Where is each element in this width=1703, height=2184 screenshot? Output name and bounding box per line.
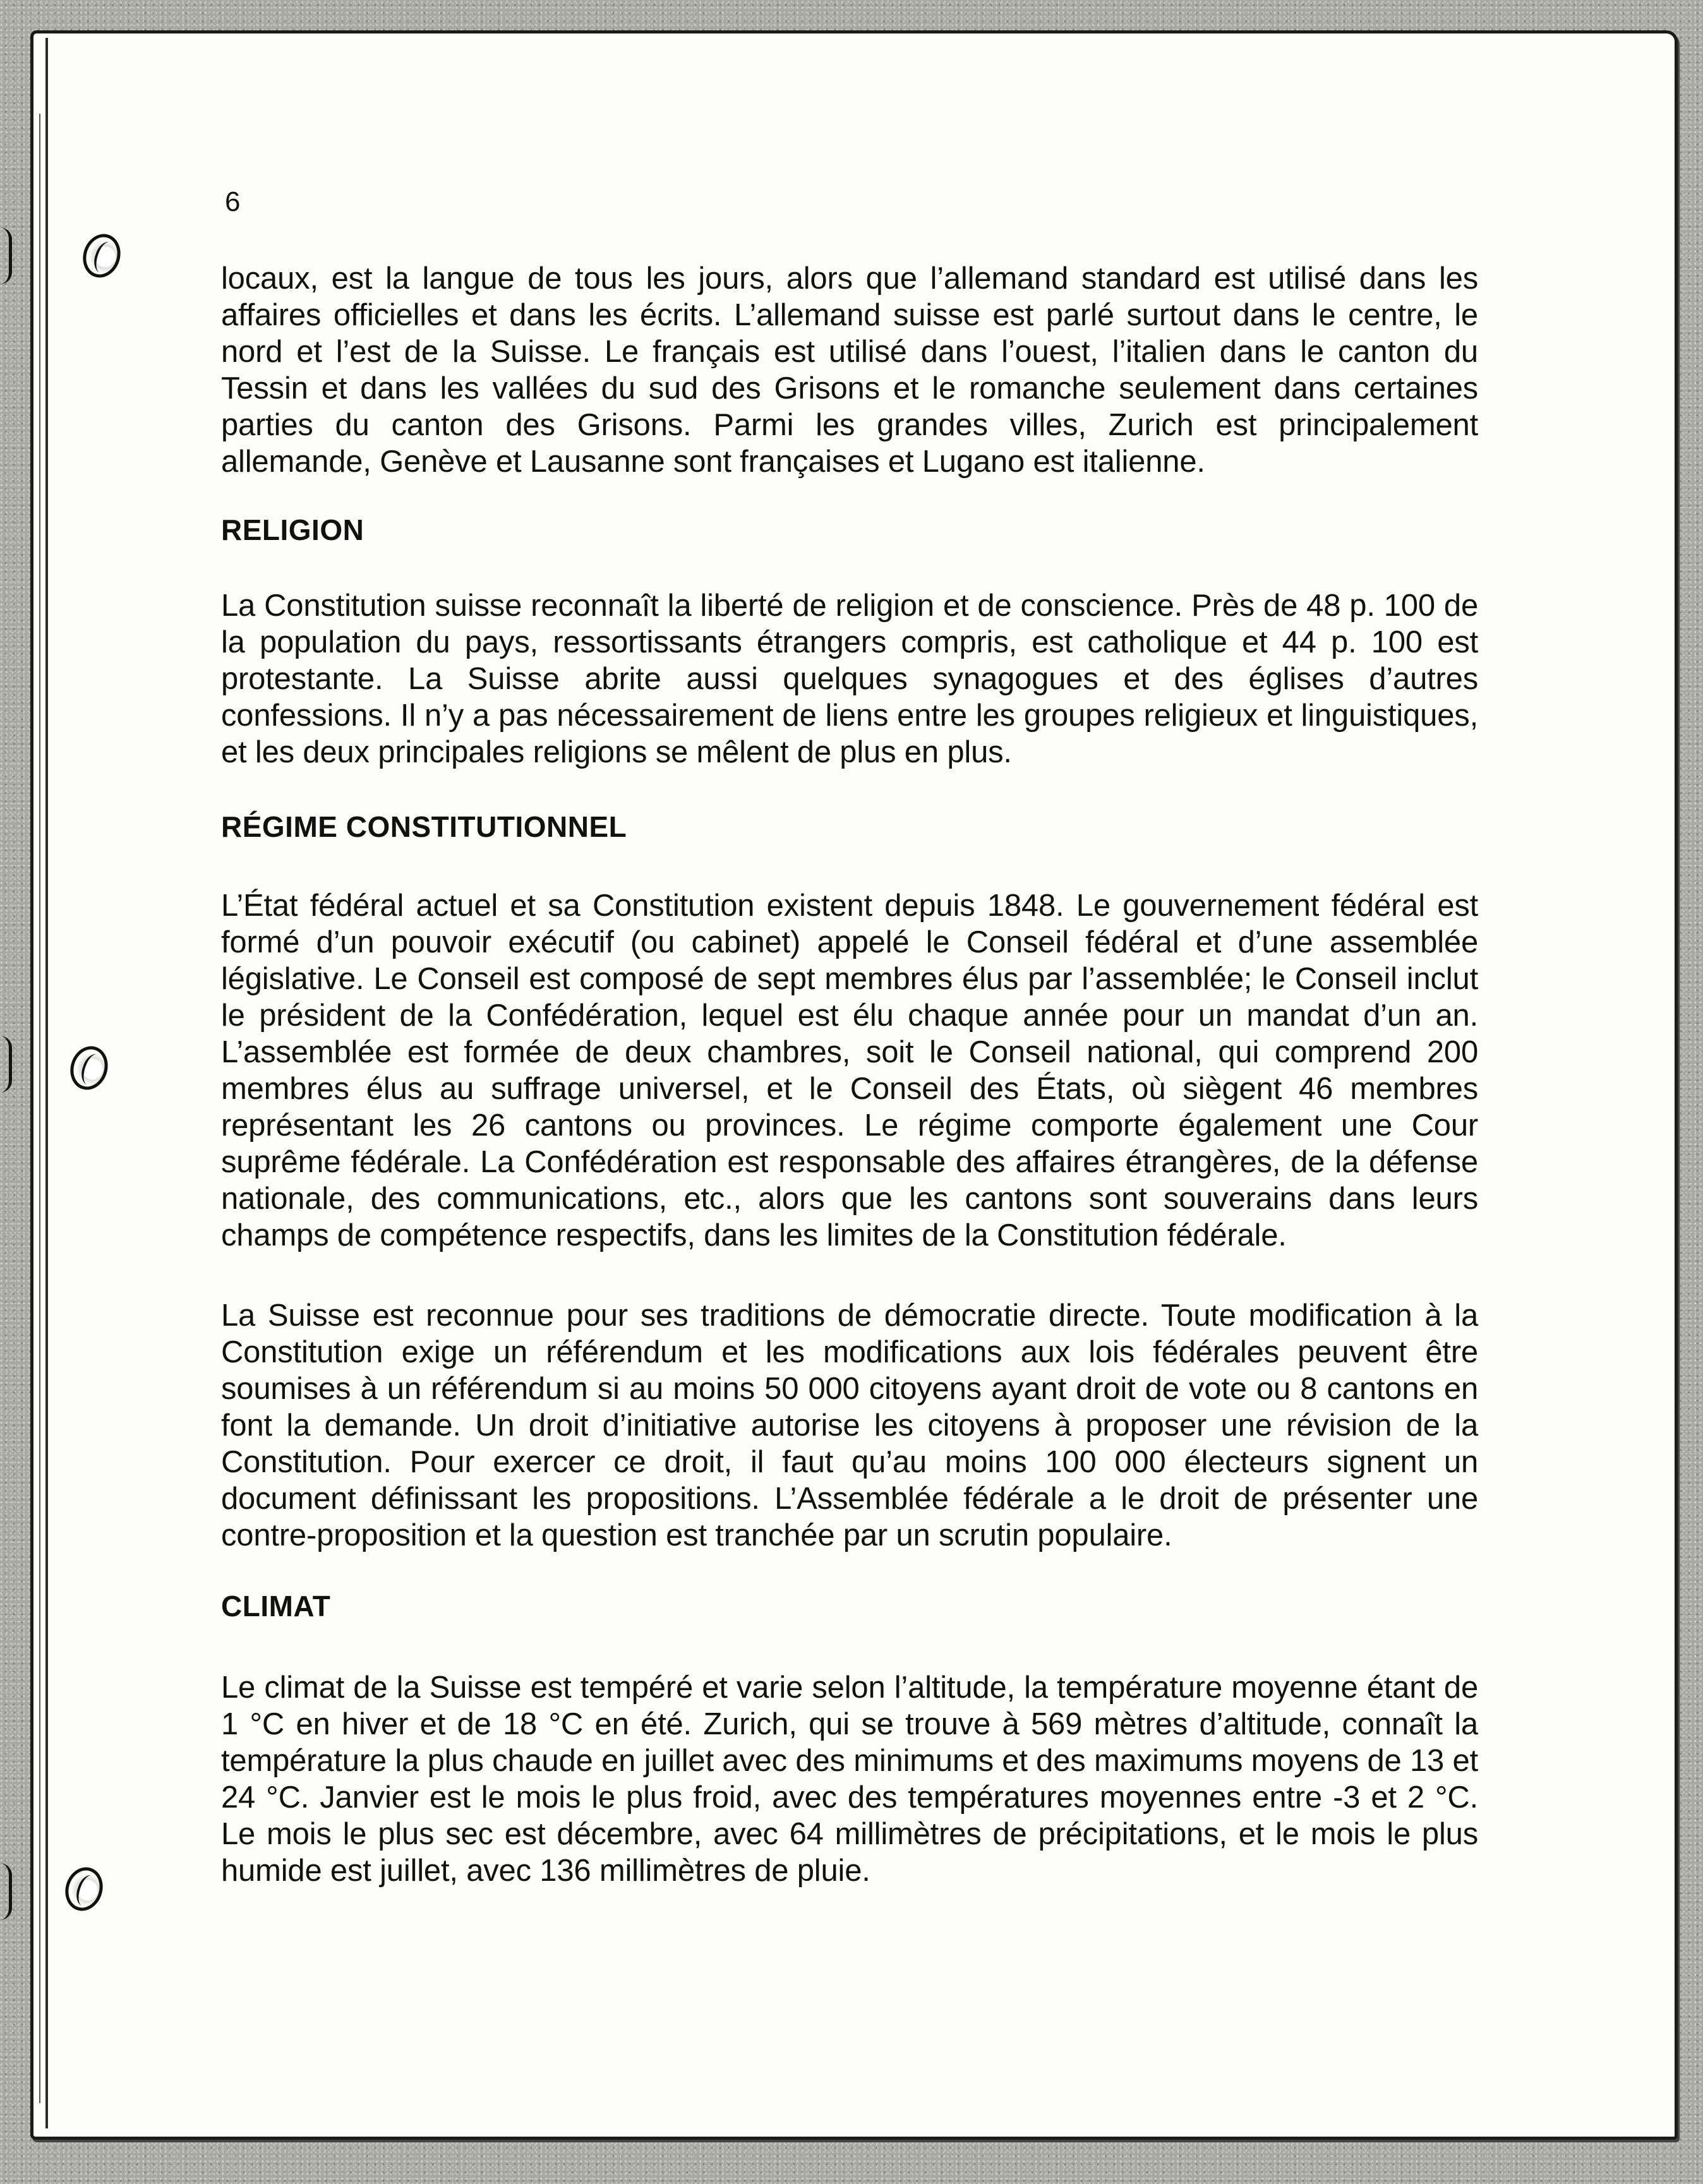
paragraph-languages: locaux, est la langue de tous les jours, alors que l’allemand standard est utilisé dans les affaires officielles et dans les écrits. L’allemand suisse est parlé surtout dans le centre, le nord et l’est de la Suisse. Le français est utilisé dans l’ouest, l’italien dans le canton du Tessin et dans les vallées du sud des Grisons et le romanche seulement dans certaines parties du canton des Grisons. Parmi les grandes villes, Zurich est principalement allemande, Genève et Lausanne sont françaises et Lugano est italienne. xyxy=(221,261,1478,479)
paragraph-regime-federal: L’État fédéral actuel et sa Constitution existent depuis 1848. Le gouvernement fédéral est formé d’un pouvoir exécutif (ou cabinet) appelé le Conseil fédéral et d’une assemblée législative. Le Conseil est composé de sept membres élus par l’assemblée; le Conseil inclut le président de la Confédération, lequel est élu chaque année pour un mandat d’un an. L’assemblée est formée de deux chambres, soit le Conseil national, qui comprend 200 membres élus au suffrage universel, et le Conseil des États, où siègent 46 membres représentant les 26 cantons ou provinces. Le régime comporte également une Cour suprême fédérale. La Confédération est responsable des affaires étrangères, de la défense nationale, des communications, etc., alors que les cantons sont souverains dans leurs champs de compétence respectifs, dans les limites de la Constitution fédérale. xyxy=(221,889,1478,1252)
paragraph-democratie-directe: La Suisse est reconnue pour ses traditions de démocratie directe. Toute modification à la Constitution exige un référendum et les modifications aux lois fédérales peuvent être soumises à un référendum si au moins 50 000 citoyens ayant droit de vote ou 8 cantons en font la demande. Un droit d’initiative autorise les citoyens à proposer une révision de la Constitution. Pour exercer ce droit, il faut qu’au moins 100 000 électeurs signent un document définissant les propositions. L’Assemblée fédérale a le droit de présenter une contre-proposition et la question est tranchée par un scrutin populaire. xyxy=(221,1299,1478,1552)
binder-edge-mark xyxy=(0,227,12,284)
binder-edge-mark xyxy=(0,1863,12,1920)
heading-climat: CLIMAT xyxy=(221,1590,331,1623)
heading-religion: RELIGION xyxy=(221,513,364,546)
paragraph-religion: La Constitution suisse reconnaît la liberté de religion et de conscience. Près de 48 p. 100 de la population du pays, ressortissants étrangers compris, est catholique et 44 p. 100 est protestante. La Suisse abrite aussi quelques synagogues et des églises d’autres confessions. Il n’y a pas nécessairement de liens entre les groupes religieux et linguistiques, et les deux principales religions se mêlent de plus en plus. xyxy=(221,589,1478,769)
paragraph-climat: Le climat de la Suisse est tempéré et varie selon l’altitude, la température moyenne étant de 1 °C en hiver et de 18 °C en été. Zurich, qui se trouve à 569 mètres d’altitude, connaît la température la plus chaude en juillet avec des minimums et des maximums moyens de 13 et 24 °C. Janvier est le mois le plus froid, avec des températures moyennes entre -3 et 2 °C. Le mois le plus sec est décembre, avec 64 millimètres de précipitations, et le mois le plus humide est juillet, avec 136 millimètres de pluie. xyxy=(221,1671,1478,1888)
heading-regime-constitutionnel: RÉGIME CONSTITUTIONNEL xyxy=(221,810,627,843)
binder-edge-mark xyxy=(0,1036,12,1093)
page-number: 6 xyxy=(225,186,241,217)
binder-margin-line-inner xyxy=(39,114,40,2103)
binder-margin-line xyxy=(45,38,48,2128)
